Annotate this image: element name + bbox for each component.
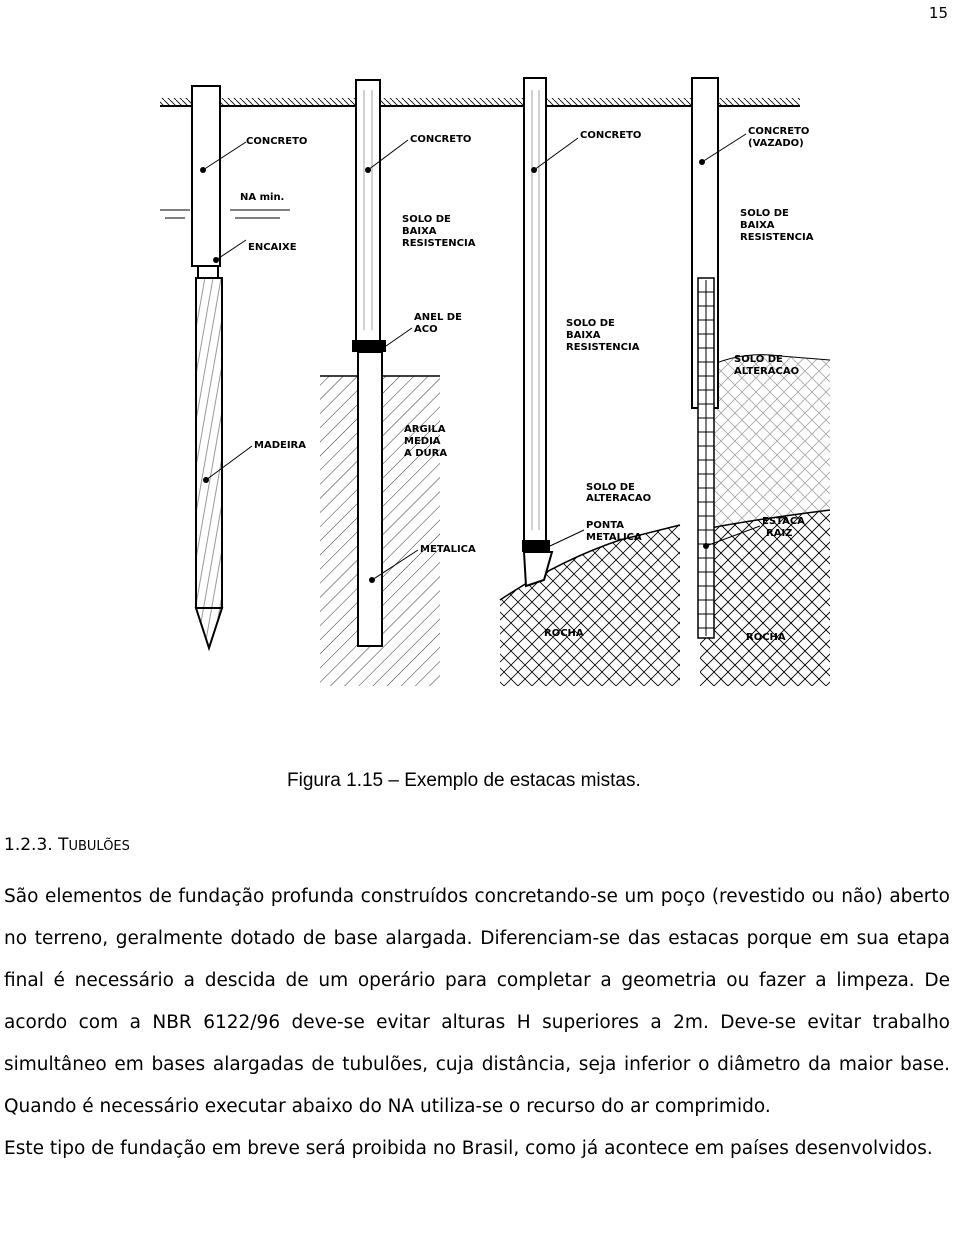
page-number: 15 [928, 4, 948, 22]
label-na-min: NA min. [240, 192, 285, 203]
label-solo-baixa-2b: BAIXA [402, 226, 437, 237]
label-alteracao-4b: ALTERACAO [734, 366, 800, 377]
pile-figure [140, 70, 860, 740]
label-solo-baixa-4c: RESISTENCIA [740, 232, 814, 243]
label-alteracao-3a: SOLO DE [586, 482, 635, 493]
section-heading [4, 835, 130, 855]
label-alteracao-4a: SOLO DE [734, 354, 783, 365]
label-concreto-3: CONCRETO [580, 130, 642, 141]
label-ponta-b: METALICA [586, 532, 642, 543]
label-solo-baixa-2c: RESISTENCIA [402, 238, 476, 249]
label-concreto-4a: CONCRETO [748, 126, 810, 137]
label-concreto-1: CONCRETO [246, 136, 308, 147]
label-rocha-4: ROCHA [746, 632, 786, 643]
label-rocha-3: ROCHA [544, 628, 584, 639]
label-argila-b: MEDIA [404, 436, 441, 447]
pile-diagram [140, 70, 860, 740]
label-solo-baixa-4b: BAIXA [740, 220, 775, 231]
body-text [4, 876, 950, 1170]
section-title: TUBULÕES [58, 835, 130, 855]
label-anel-b: ACO [414, 324, 438, 335]
label-concreto-4b: (VAZADO) [748, 138, 804, 149]
label-solo-baixa-4a: SOLO DE [740, 208, 789, 219]
paragraph: Este tipo de fundação em breve será proibida no Brasil, como já acontece em países desenvolvidos. [4, 1138, 933, 1159]
label-solo-baixa-3c: RESISTENCIA [566, 342, 640, 353]
pile-concrete-root [692, 78, 830, 686]
pile-concrete-steel-tip [500, 78, 680, 686]
label-argila-c: A DURA [404, 448, 448, 459]
label-anel-a: ANEL DE [414, 312, 462, 323]
paragraph: São elementos de fundação profunda construídos concretando-se um poço (revestido ou não) aberto no terreno, geralmente dotado de base alargada. Diferenciam-se das estacas porque em sua etapa final é necessário a descida de um operário para completar a geometria ou fazer a limpeza. De acordo com a NBR 6122/96 deve-se evitar alturas H superiores a 2m. Deve-se evitar trabalho simultâneo em bases alargadas de tubulões, cuja distância, seja inferior o diâmetro da maior base. Quando é necessário executar abaixo do NA utiliza-se o recurso do ar comprimido. [4, 886, 950, 1117]
label-metalica: METALICA [420, 544, 476, 555]
pile-concrete-steel [320, 80, 476, 686]
label-solo-baixa-3a: SOLO DE [566, 318, 615, 329]
label-solo-baixa-3b: BAIXA [566, 330, 601, 341]
label-madeira: MADEIRA [254, 440, 306, 451]
label-argila-a: ARGILA [404, 424, 446, 435]
label-alteracao-3b: ALTERACAO [586, 493, 652, 504]
label-solo-baixa-2a: SOLO DE [402, 214, 451, 225]
label-ponta-a: PONTA [586, 520, 624, 531]
label-encaixe: ENCAIXE [248, 242, 297, 253]
label-estaca-raiz-b: RAIZ [766, 528, 793, 539]
label-estaca-raiz-a: ESTACA [762, 516, 805, 527]
figure-caption: Figura 1.15 – Exemplo de estacas mistas. [287, 770, 641, 791]
pile-concrete-timber [160, 86, 307, 648]
section-number: 1.2.3. [4, 835, 53, 855]
label-concreto-2: CONCRETO [410, 134, 472, 145]
